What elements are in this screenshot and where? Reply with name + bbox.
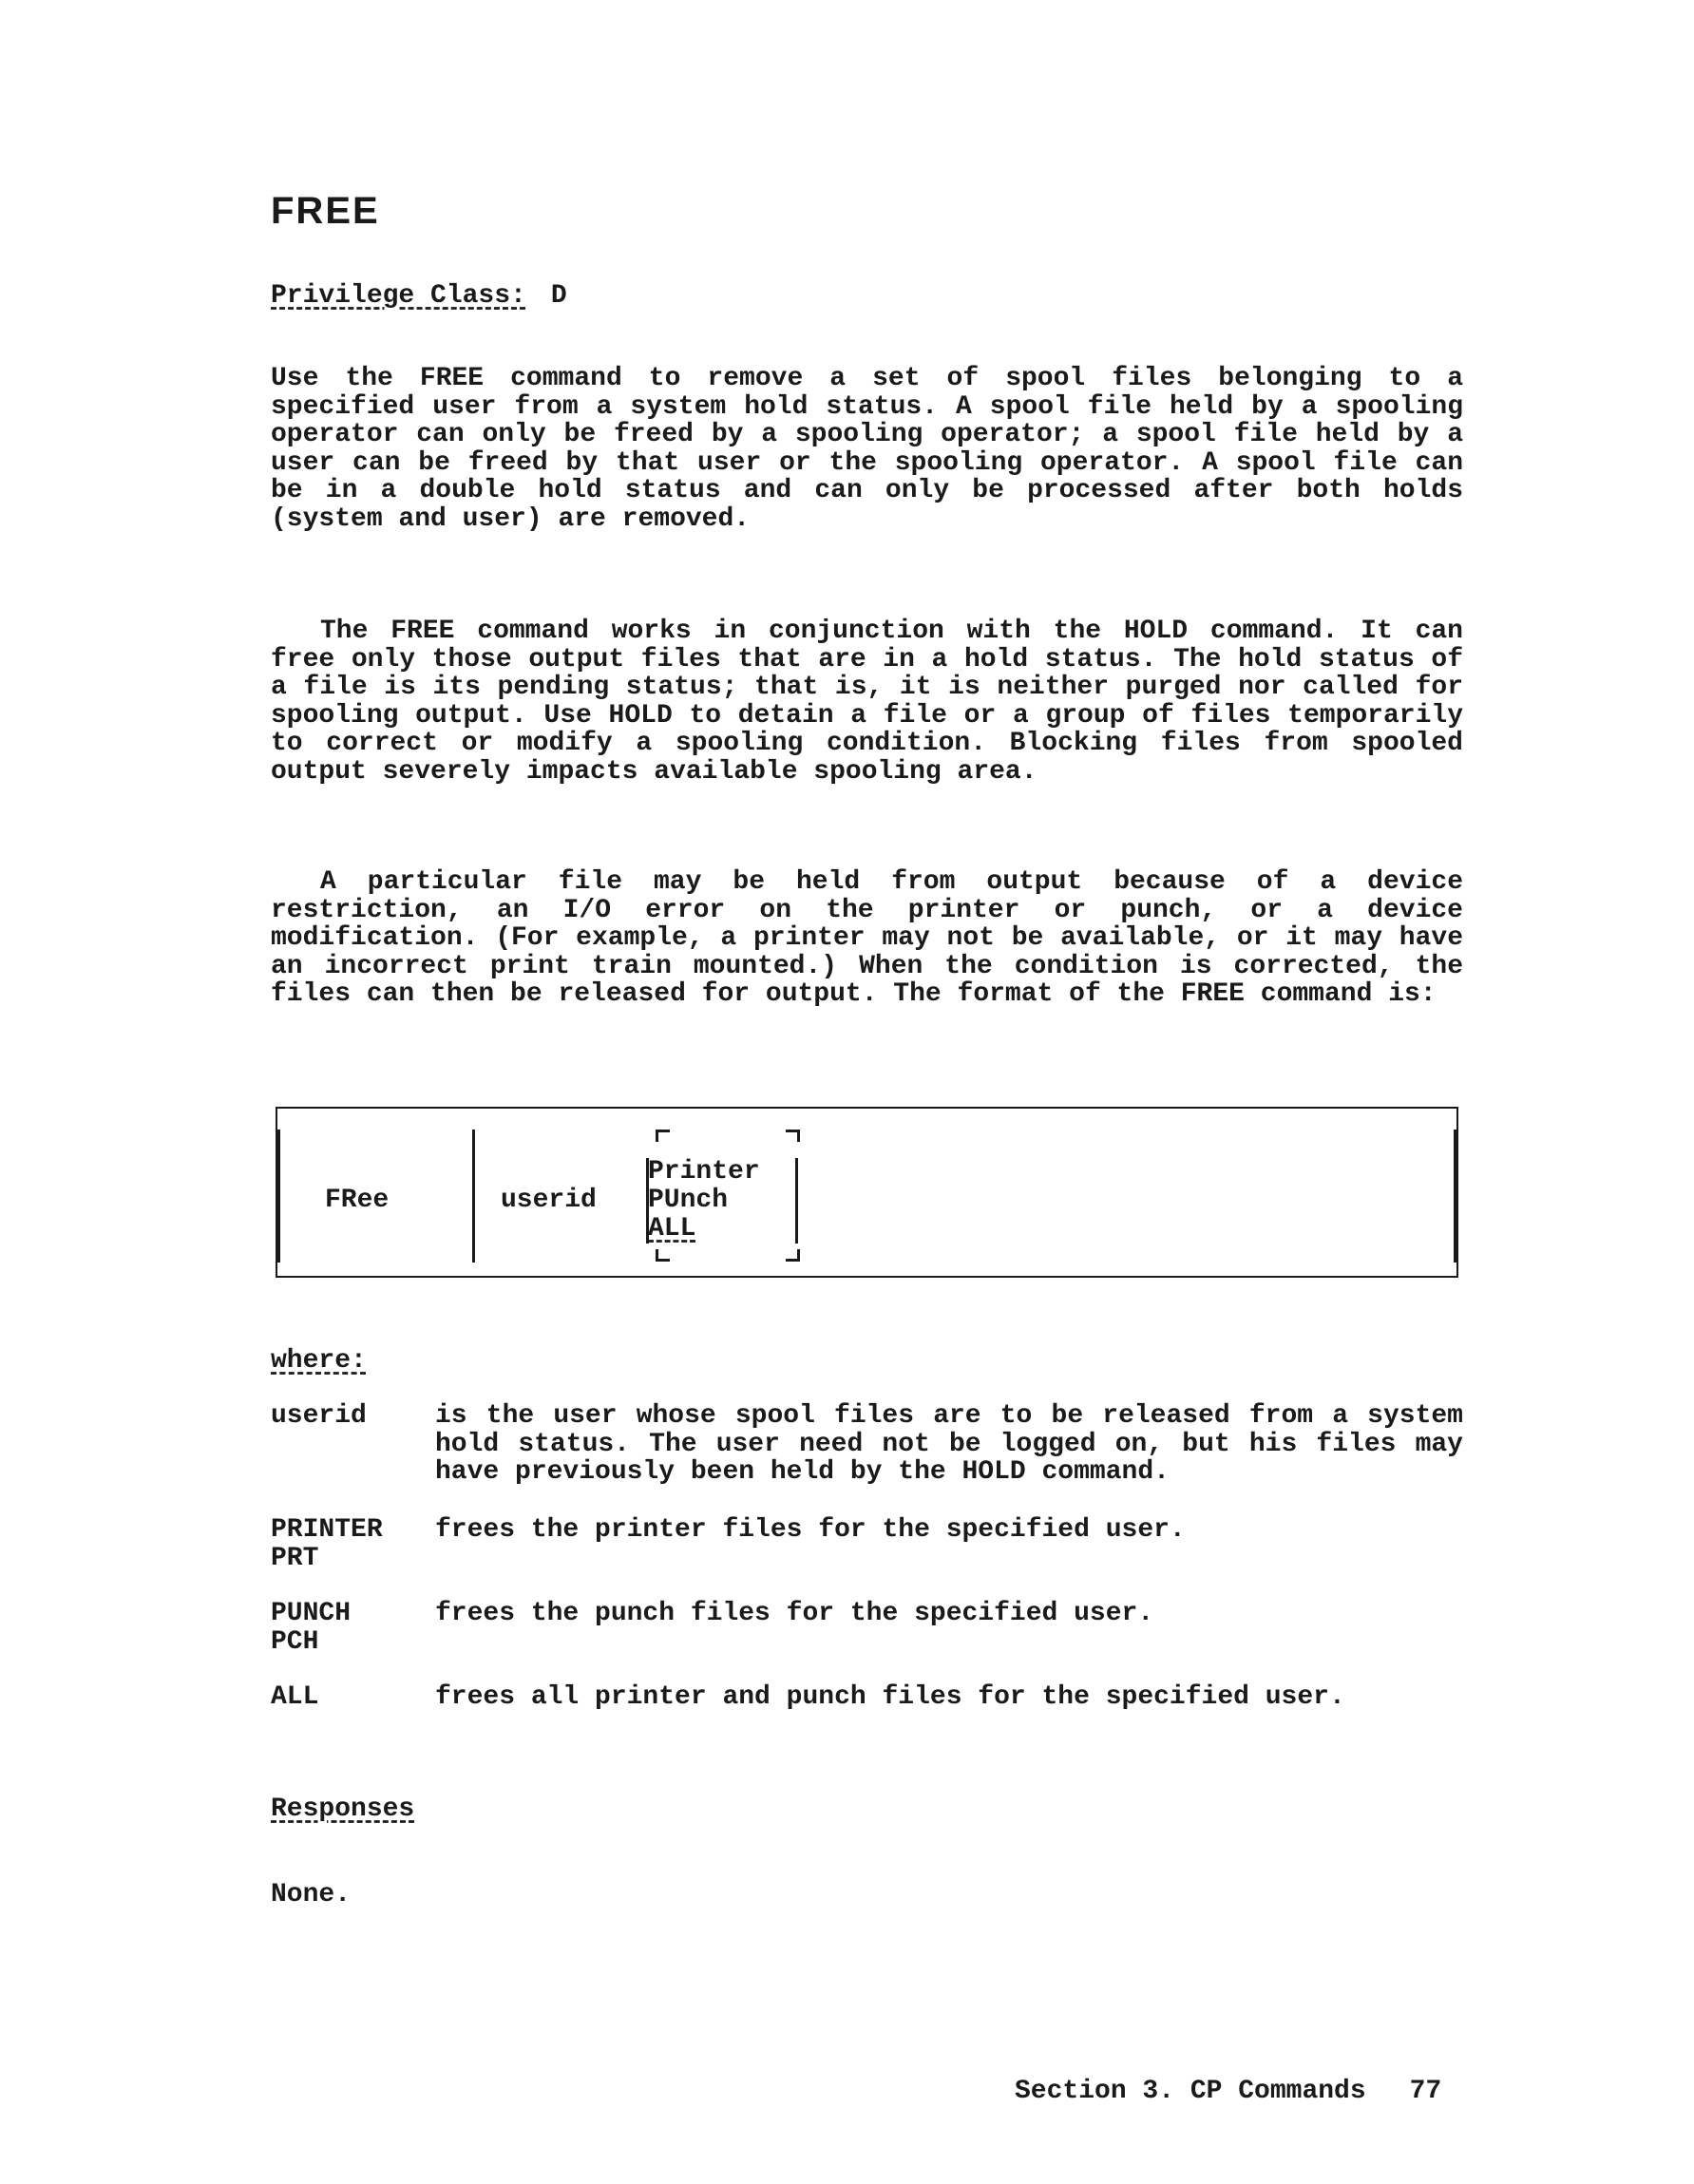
- intro-paragraph: Use the FREE command to remove a set of spool files belonging to a specified user from a system hold status. A spool file held by a spooling operator can only be freed by a spooling operator; a spool file held by a user can be freed by that user or the spooling operator. A spool file can be in a double hold status and can only be processed after both holds (system and user) are removed.: [271, 364, 1463, 534]
- page-number: 77: [1409, 2077, 1442, 2106]
- syntax-option-all: ALL: [648, 1214, 696, 1244]
- where-label: where:: [271, 1346, 367, 1376]
- responses-text: None.: [271, 1880, 352, 1909]
- term-printer-short: PRT: [271, 1543, 319, 1573]
- syntax-command: FRee: [325, 1186, 390, 1215]
- syntax-diagram: [276, 1107, 1458, 1278]
- privilege-class-label: Privilege Class:: [271, 281, 526, 311]
- privilege-class: [271, 282, 567, 311]
- desc-punch: frees the punch files for the specified user.: [435, 1599, 1154, 1628]
- desc-printer: frees the printer files for the specified user.: [435, 1515, 1186, 1545]
- privilege-class-value: D: [550, 281, 567, 311]
- desc-all: frees all printer and punch files for the specified user.: [435, 1682, 1345, 1712]
- syntax-option-list: [648, 1158, 760, 1244]
- term-punch-short: PCH: [271, 1626, 319, 1657]
- term-printer-long: PRINTER: [271, 1515, 383, 1545]
- page-title: FREE: [271, 190, 380, 232]
- page-footer: [1015, 2078, 1441, 2106]
- term-punch: [271, 1600, 351, 1656]
- syntax-option-punch: PUnch: [648, 1186, 729, 1215]
- responses-heading: Responses: [271, 1795, 415, 1824]
- term-punch-long: PUNCH: [271, 1599, 352, 1628]
- device-paragraph: A particular file may be held from output because of a device restriction, an I/O error on the printer or punch, or a device modification. (For example, a printer may not be available, or it may have an incorrect print train mounted.) When the condition is corrected, the files can then be released for output. The format of the FREE command is:: [271, 867, 1463, 1009]
- term-userid: userid: [271, 1401, 367, 1431]
- footer-section: Section 3. CP Commands: [1015, 2077, 1366, 2106]
- syntax-operand: userid: [501, 1186, 597, 1215]
- term-all: ALL: [271, 1682, 319, 1712]
- term-printer: [271, 1516, 383, 1572]
- syntax-option-printer: Printer: [648, 1157, 760, 1187]
- hold-paragraph: The FREE command works in conjunction with the HOLD command. It can free only those output files that are in a hold status. The hold status of a file is its pending status; that is, it is neither purged nor called for spooling output. Use HOLD to detain a file or a group of files temporarily to correct or modify a spooling condition. Blocking files from spooled output severely impacts available spooling area.: [271, 617, 1463, 787]
- desc-userid: is the user whose spool files are to be released from a system hold status. The user need not be logged on, but his files may have previously been held by the HOLD command.: [435, 1401, 1463, 1487]
